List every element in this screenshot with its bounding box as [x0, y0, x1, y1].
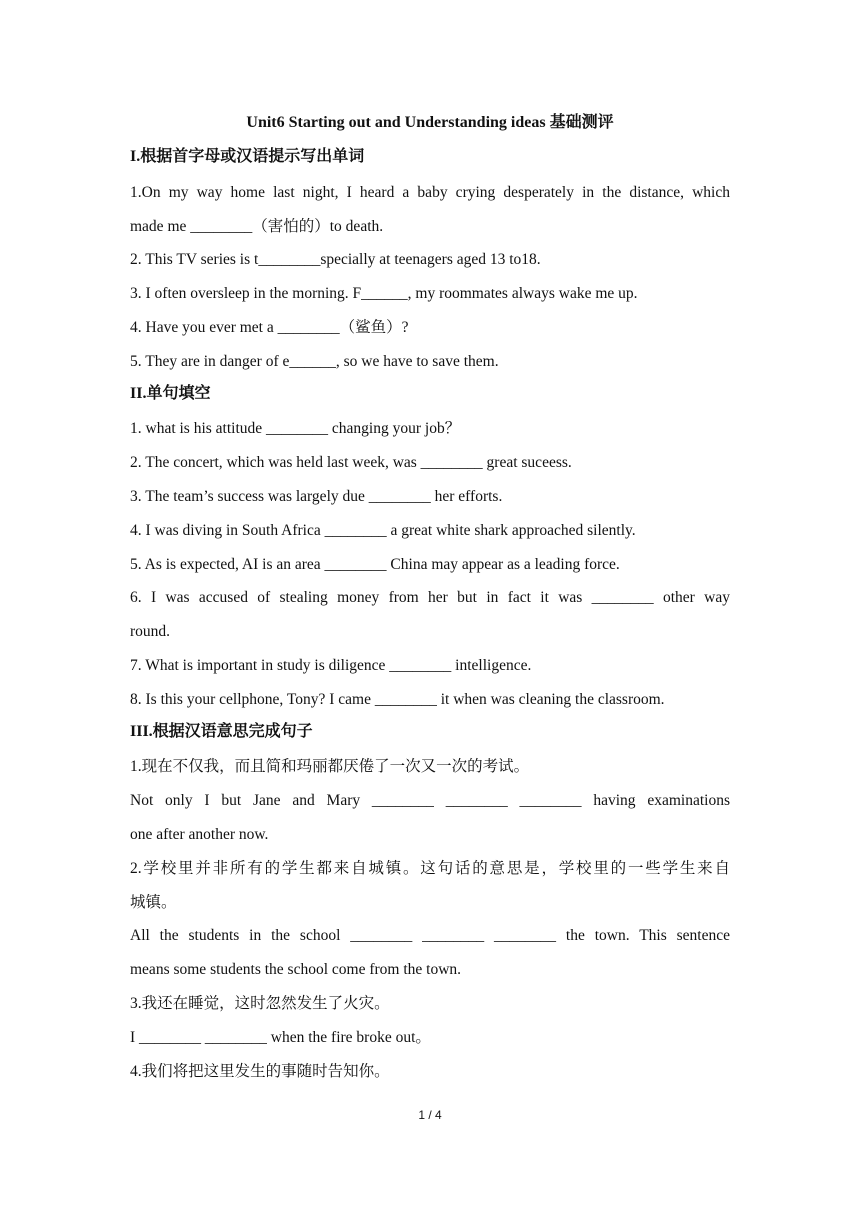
- document-content: [130, 108, 730, 1088]
- exercise-line: 2. The concert, which was held last week, was ________ great suceess.: [130, 454, 572, 472]
- section-heading-2: II.单句填空: [130, 384, 211, 402]
- exercise-line: 4.我们将把这里发生的事随时告知你。: [130, 1062, 390, 1080]
- exercise-line: one after another now.: [130, 825, 269, 843]
- section-heading-1: I.根据首字母或汉语提示写出单词: [130, 148, 365, 165]
- section-heading-3: III.根据汉语意思完成句子: [130, 722, 313, 740]
- exercise-line: I ________ ________ when the fire broke out。: [130, 1028, 431, 1046]
- exercise-line: 2.学校里并非所有的学生都来自城镇。这句话的意思是，学校里的一些学生来自: [130, 859, 730, 877]
- exercise-line: 3. The team’s success was largely due ________ her efforts.: [130, 487, 503, 505]
- exercise-line: 8. Is this your cellphone, Tony? I came ________ it when was cleaning the classroom.: [130, 690, 665, 708]
- exercise-line: 4. Have you ever met a ________（鲨鱼）?: [130, 318, 409, 336]
- exercise-line: Not only I but Jane and Mary ________ ________ ________ having examinations: [130, 792, 730, 810]
- exercise-line: made me ________（害怕的）to death.: [130, 217, 384, 235]
- exercise-line: 1.On my way home last night, I heard a baby crying desperately in the distance, which: [130, 183, 730, 201]
- exercise-line: 3.我还在睡觉，这时忽然发生了火灾。: [130, 994, 390, 1012]
- exercise-line: 3. I often oversleep in the morning. F______, my roommates always wake me up.: [130, 285, 638, 303]
- exercise-line: 6. I was accused of stealing money from her but in fact it was ________ other way: [130, 589, 730, 607]
- exercise-line: All the students in the school ________ ________ ________ the town. This sentence: [130, 927, 730, 945]
- exercise-line: 4. I was diving in South Africa ________ a great white shark approached silently.: [130, 521, 636, 539]
- exercise-line: 城镇。: [130, 893, 177, 911]
- exercise-line: 2. This TV series is t________specially at teenagers aged 13 to18.: [130, 251, 541, 269]
- exercise-line: 1.现在不仅我，而且简和玛丽都厌倦了一次又一次的考试。: [130, 758, 530, 776]
- exercise-line: round.: [130, 623, 171, 641]
- exercise-line: 1. what is his attitude ________ changing your job？: [130, 420, 461, 438]
- document-title: Unit6 Starting out and Understanding ideas 基础测评: [246, 114, 614, 131]
- exercise-line: means some students the school come from the town.: [130, 961, 462, 979]
- page-number: 1 / 4: [418, 1108, 442, 1122]
- exercise-line: 5. As is expected, AI is an area ________ China may appear as a leading force.: [130, 555, 620, 573]
- exercise-line: 5. They are in danger of e______, so we have to save them.: [130, 352, 499, 370]
- exercise-line: 7. What is important in study is diligence ________ intelligence.: [130, 656, 532, 674]
